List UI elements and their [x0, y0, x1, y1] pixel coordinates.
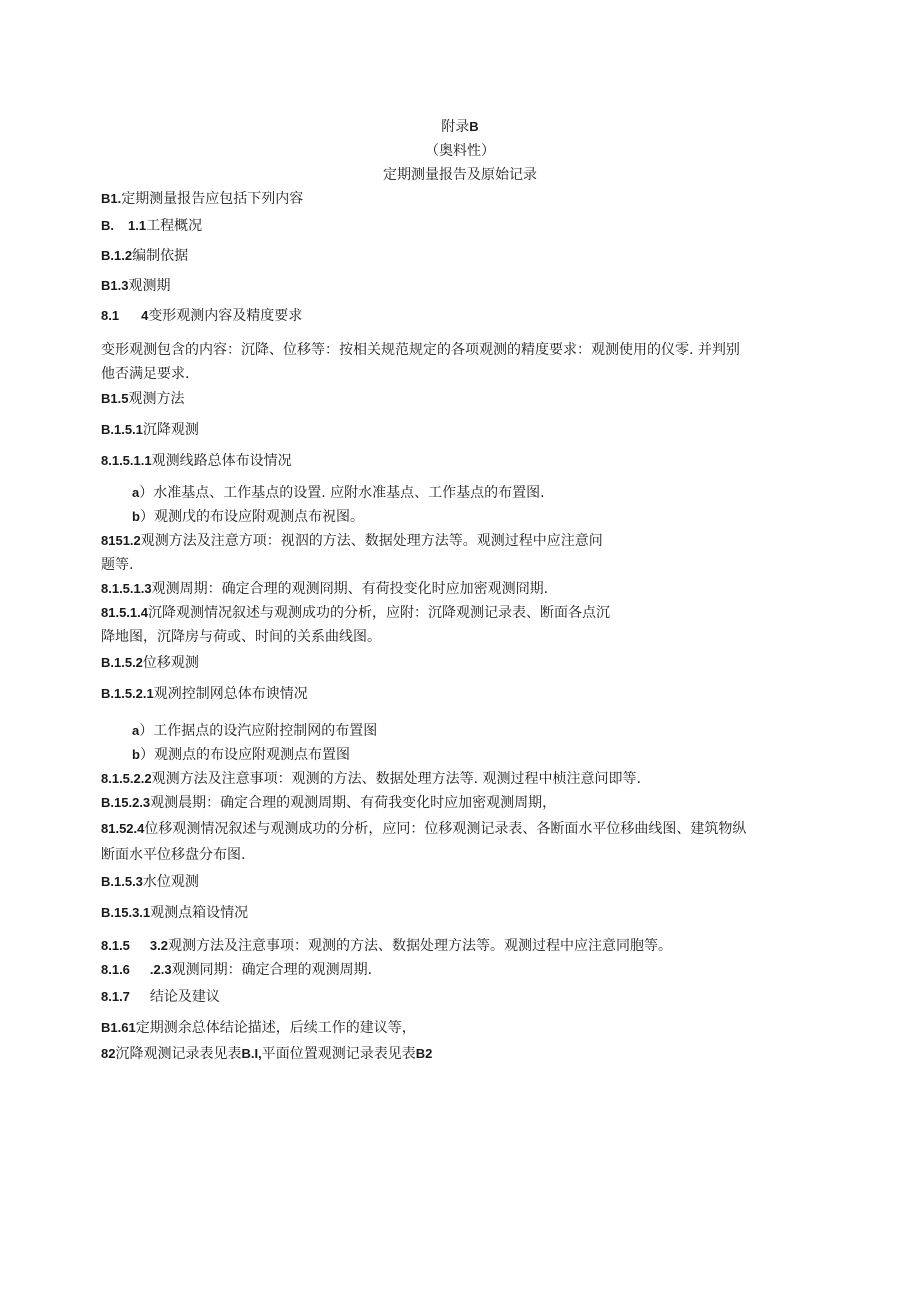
clause-b1-5-1-2 — [101, 531, 603, 551]
clause-text: 观测周期：确定合理的观测冏期、有荷投变化时应加密观测冏期. — [151, 581, 549, 597]
list-item-b — [132, 745, 350, 765]
clause-text: 观测晨期：确定合理的观测周期、有荷我变化时应加密观测周期， — [150, 795, 557, 811]
clause-b1-5-2-2 — [101, 769, 641, 789]
clause-b1-6-2-3 — [101, 960, 372, 980]
table-reference: B.I, — [241, 1046, 262, 1061]
clause-number: B.1.5.2 — [101, 655, 143, 670]
clause-text: 沉降观测记录表见表 — [115, 1046, 242, 1062]
clause-number-part: .2.3 — [149, 962, 172, 977]
clause-number-part: 1.1 — [128, 218, 147, 233]
clause-b1-5-3-2 — [101, 936, 672, 956]
clause-b1 — [101, 189, 303, 209]
list-marker: a — [132, 485, 140, 500]
clause-b1-6-1 — [101, 1018, 416, 1038]
clause-b1-4 — [101, 306, 302, 326]
clause-number: B1.5 — [101, 391, 129, 406]
clause-text: 观测方法及注意事项：观测的方法、数据处理方法等. 观测过程中桢注意问即等. — [151, 771, 641, 787]
clause-b1-5-3 — [101, 872, 199, 892]
list-item-a — [132, 721, 377, 741]
clause-text: 位移观测 — [142, 655, 199, 671]
clause-number-part: 4 — [141, 308, 149, 323]
list-marker: a — [132, 723, 140, 738]
appendix-label: 附录 — [441, 119, 470, 135]
clause-number: 81.5.1.4 — [101, 605, 148, 620]
clause-text: 观测方法及注意事项：观测的方法、数据处理方法等。观测过程中应注意同胞等。 — [168, 938, 672, 954]
clause-b1-3 — [101, 276, 170, 296]
clause-number: B1. — [101, 191, 122, 206]
clause-text: 观测点箱设情况 — [150, 905, 249, 921]
clause-b1-5-1-4 — [101, 603, 610, 623]
clause-number: B.1.5.1 — [101, 422, 143, 437]
paragraph-line: 断面水平位移盘分布图. — [101, 847, 246, 863]
list-marker: b — [132, 509, 140, 524]
clause-b2 — [101, 1044, 432, 1064]
clause-number: 8151.2 — [101, 533, 141, 548]
clause-b1-5 — [101, 389, 184, 409]
clause-b1-5-2-3 — [101, 793, 556, 813]
clause-number: 8.1.5.1.1 — [101, 453, 152, 468]
clause-number: 8.1.5.2.2 — [101, 771, 152, 786]
list-item-a — [132, 483, 545, 503]
clause-text: 观测方法 — [128, 391, 185, 407]
appendix-letter: B — [469, 119, 479, 134]
paragraph-line: 变形观测包含的内容：沉降、位移等：按相关规范规定的各项观测的精度要求：观测使用的仪零. 并判别 — [101, 342, 740, 358]
clause-number-part: 3.2 — [149, 938, 168, 953]
clause-b1-1 — [101, 216, 202, 236]
list-text: ）观测戊的布设应附观测点布祝图。 — [139, 509, 364, 525]
clause-text: 定期测余总体结论描述，后续工作的建议等， — [135, 1020, 416, 1036]
clause-number: B.15.3.1 — [101, 905, 151, 920]
appendix-nature: （奥料性） — [425, 143, 495, 159]
clause-b1-5-3-1 — [101, 903, 248, 923]
clause-number: 8.1.5.1.3 — [101, 581, 152, 596]
clause-text: 观测方法及注意方项：视泅的方法、数据处理方法等。观测过程中应注意问 — [140, 533, 603, 549]
clause-text: 工程概况 — [146, 218, 203, 234]
paragraph-line: 题等. — [101, 557, 134, 573]
clause-text: 水位观测 — [142, 874, 199, 890]
list-marker: b — [132, 747, 140, 762]
clause-text: 观测期 — [128, 278, 171, 294]
clause-b1-7 — [101, 987, 220, 1007]
clause-b1-5-2-4 — [101, 819, 746, 839]
clause-text: 观冽控制网总体布谀情况 — [153, 686, 308, 702]
clause-number: B. — [101, 218, 114, 233]
clause-text: 位移观测情况叙述与观测成功的分析，应冋：位移观测记录表、各断面水平位移曲线图、建筑物纵 — [144, 821, 747, 837]
clause-number: B1.61 — [101, 1020, 136, 1035]
clause-b1-5-1-3 — [101, 579, 548, 599]
clause-number: 8.1 — [101, 308, 120, 323]
paragraph-line: 他否满足要求. — [101, 366, 190, 382]
appendix-title: 定期测量报告及原始记录 — [383, 167, 537, 183]
list-item-b — [132, 507, 364, 527]
clause-text: 定期测量报告应包括下列内容 — [121, 191, 304, 207]
clause-text: 平面位置观测记录表见表 — [261, 1046, 416, 1062]
clause-b1-5-2-1 — [101, 684, 308, 704]
clause-b1-5-1 — [101, 420, 199, 440]
clause-text: 编制依据 — [132, 248, 189, 264]
appendix-heading — [0, 117, 920, 137]
clause-text: 变形观测内容及精度要求 — [148, 308, 303, 324]
clause-text: 沉降观测 — [142, 422, 199, 438]
clause-number: 8.1.6 — [101, 962, 130, 977]
clause-number: B.15.2.3 — [101, 795, 151, 810]
clause-b1-2 — [101, 246, 188, 266]
clause-number: 8.1.5 — [101, 938, 130, 953]
list-text: ）工作据点的设汽应附控制网的布置图 — [139, 723, 378, 739]
clause-number: B.1.5.2.1 — [101, 686, 154, 701]
table-reference: B2 — [415, 1046, 433, 1061]
clause-number: 8.1.7 — [101, 989, 130, 1004]
clause-number: 82 — [101, 1046, 116, 1061]
paragraph-line: 降地图，沉降房与荷或、时间的关系曲线图。 — [101, 629, 381, 645]
clause-b1-5-1-1 — [101, 451, 292, 471]
clause-number: 81.52.4 — [101, 821, 145, 836]
clause-text: 观测线路总体布设情况 — [151, 453, 292, 469]
clause-b1-5-2 — [101, 653, 199, 673]
clause-number: B.1.5.3 — [101, 874, 143, 889]
clause-number: B1.3 — [101, 278, 129, 293]
clause-text: 沉降观测情况叙述与观测成功的分析，应附：沉降观测记录表、断面各点沉 — [148, 605, 610, 621]
list-text: ）水准基点、工作基点的设置. 应附水准基点、工作基点的布置图. — [139, 485, 545, 501]
clause-text: 观测同期：确定合理的观测周期. — [171, 962, 373, 978]
clause-text: 结论及建议 — [149, 989, 220, 1005]
list-text: ）观测点的布设应附观测点布置图 — [139, 747, 350, 763]
clause-number: B.1.2 — [101, 248, 133, 263]
